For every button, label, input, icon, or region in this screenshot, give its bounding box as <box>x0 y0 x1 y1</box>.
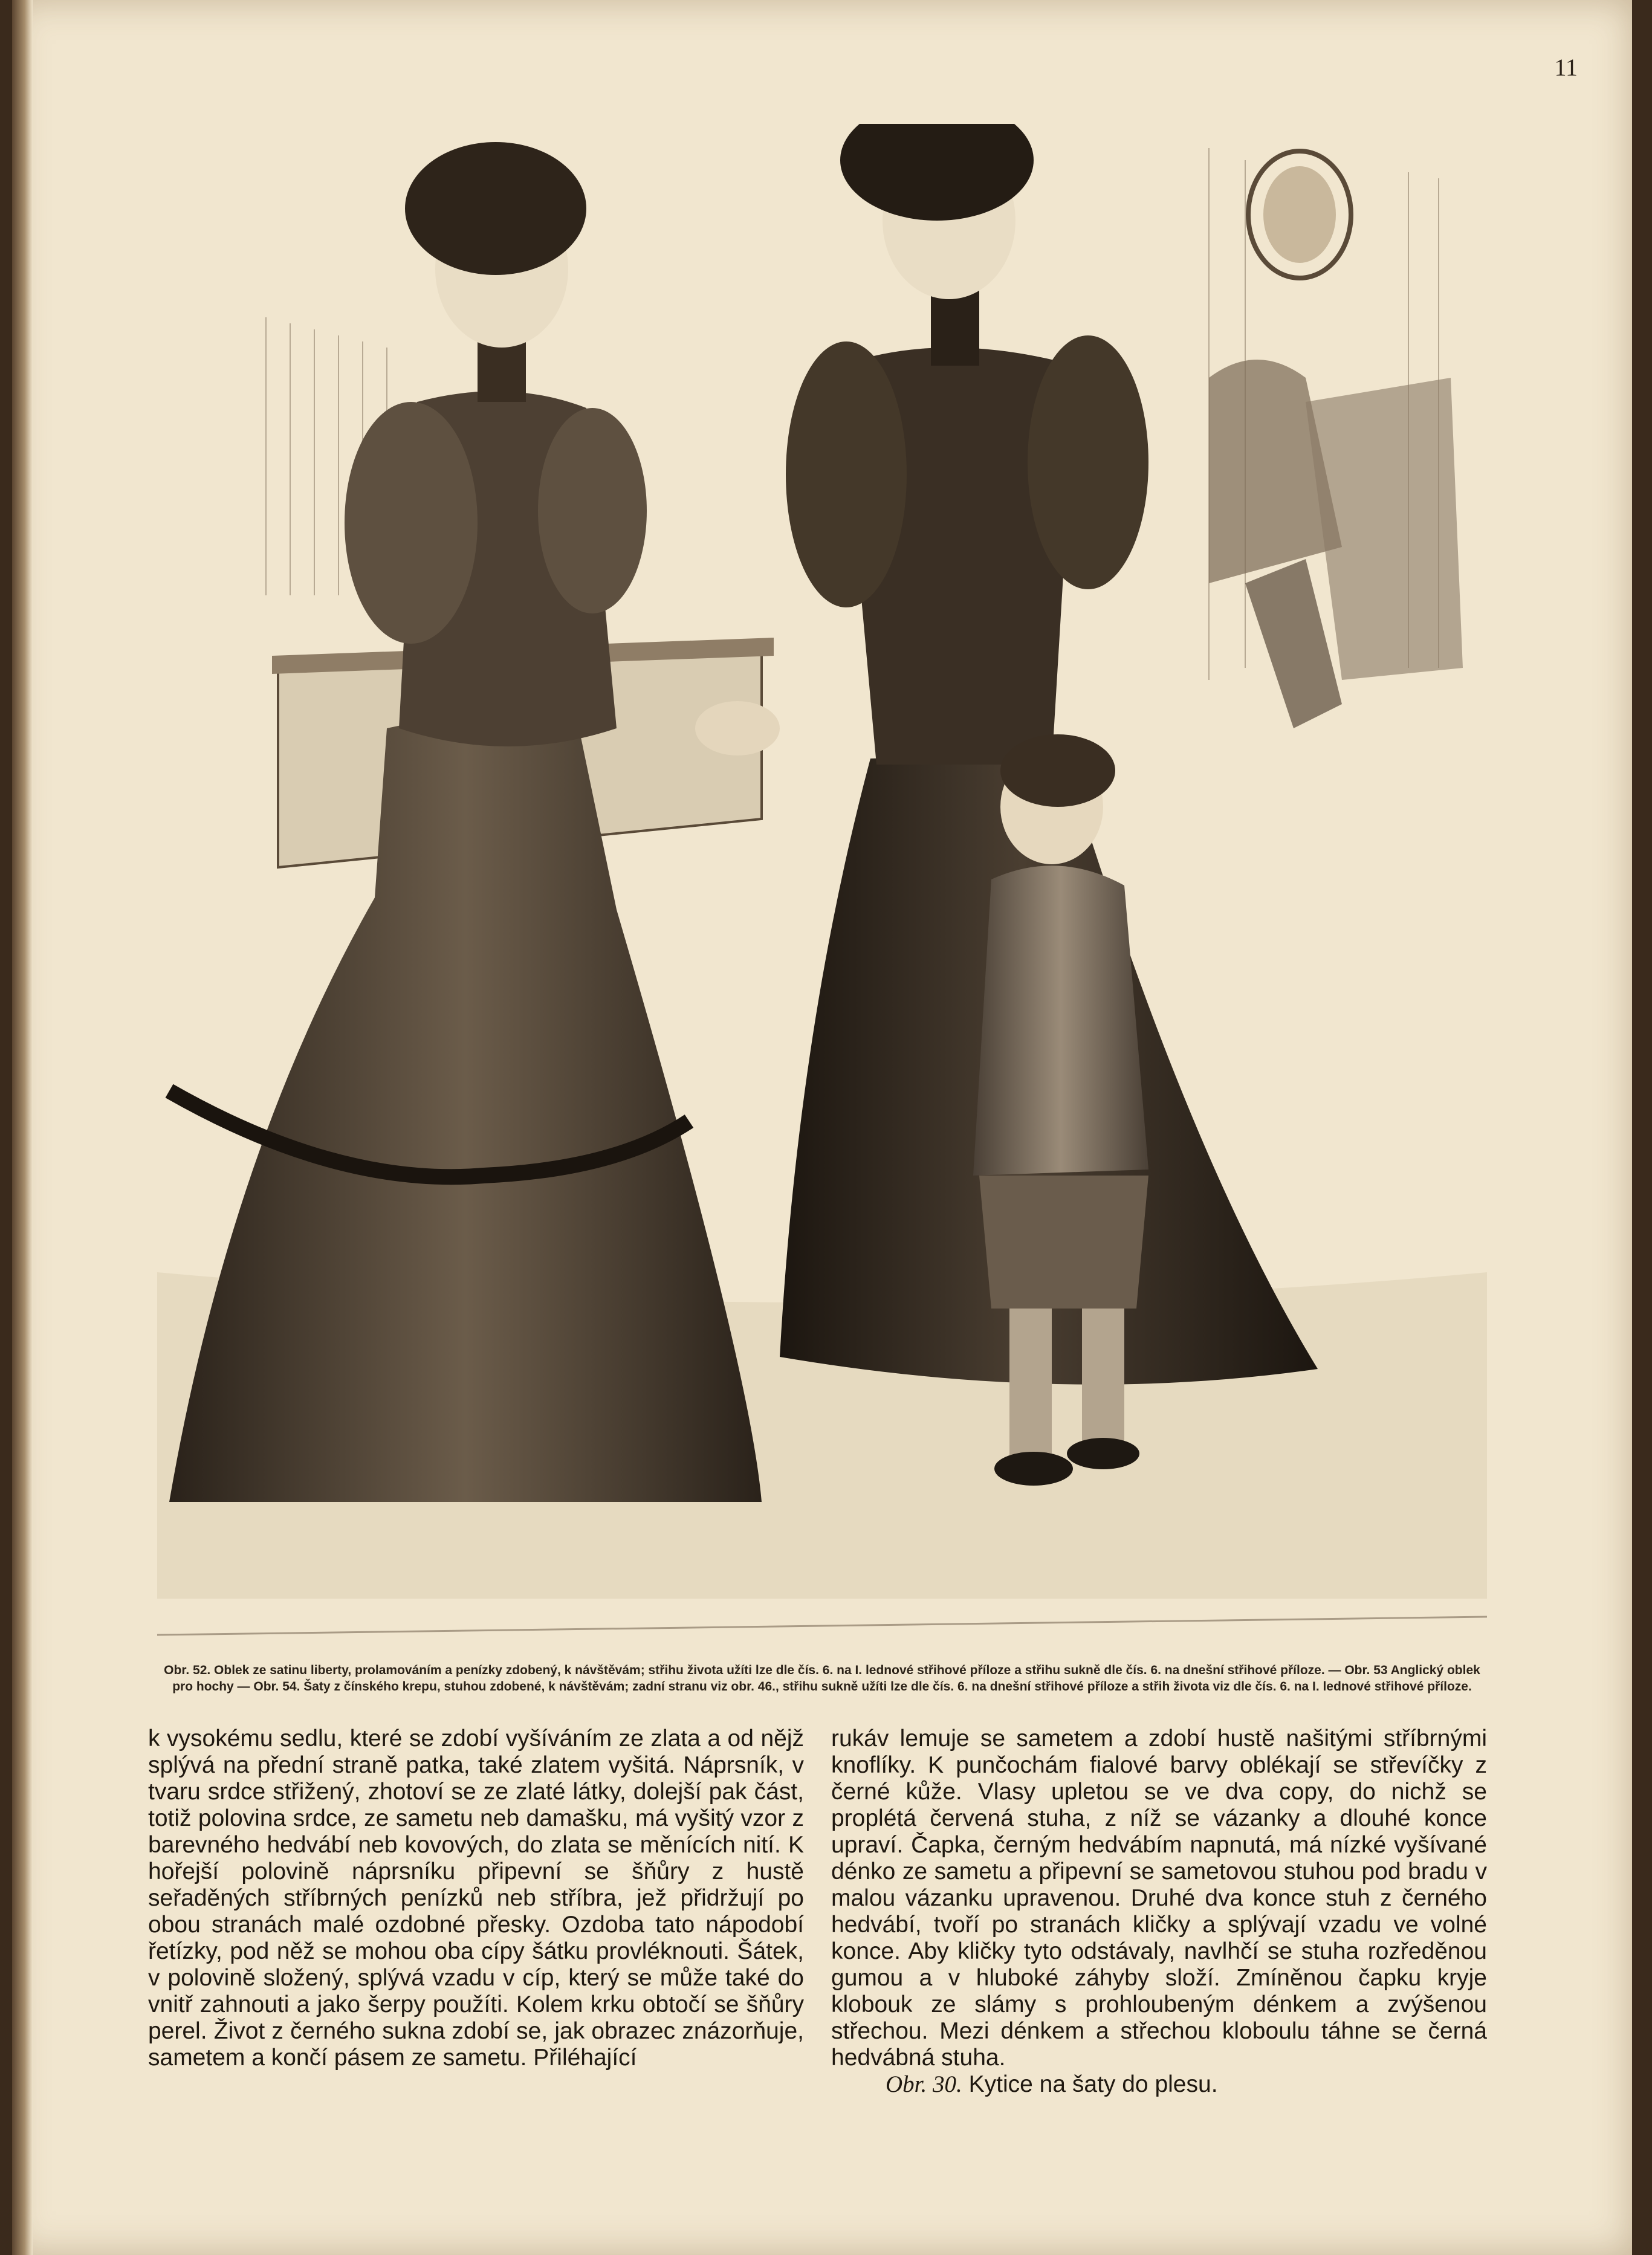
book-spine <box>12 0 33 2255</box>
text-column-right <box>831 1726 1487 2098</box>
paragraph: k vysokému sedlu, které se zdobí vyšíváním ze zlata a od nějž splývá na přední straně patka, také zlatem vyšitá. Náprsník, v tvaru srdce střižený, zhotoví se ze zlaté látky, dolejší pak část, totiž polovina srdce, ze sametu neb damašku, má vyšitý vzor z barevného hedvábí neb kovových, do zlata se měnících nití. K hořejší polovině náprsníku připevní se šňůry z hustě seřaděných stříbrných penízků neb stříbra, jež přidržují po obou stranách malé ozdobné přesky. Ozdoba tato nápodobí řetízky, pod něž se mohou oba cípy šátku provléknouti. Šátek, v polovině složený, splývá vzadu v cíp, který se může také do vnitř zahnouti a jako šerpy použíti. Kolem krku obtočí se šňůry perel. Život z černého sukna zdobí se, jak obrazec znázorňuje, sametem a končí pásem ze sametu. Přiléhající <box>148 1726 804 2071</box>
figure-text: Kytice na šaty do plesu. <box>968 2071 1218 2097</box>
figure-label: Obr. 30. <box>886 2071 962 2097</box>
text-column-left <box>148 1726 804 2071</box>
fashion-illustration <box>157 124 1487 1653</box>
figure-reference-line <box>831 2071 1487 2098</box>
paragraph: rukáv lemuje se sametem a zdobí hustě našitými stříbrnými knoflíky. K punčochám fialové barvy oblékají se střevíčky z černé kůže. Vlasy upletou se ve dva copy, do nichž se proplétá červená stuha, z níž se vázanky a dlouhé konce upraví. Čapka, černým hedvábím napnutá, má nízké vyšívané dénko ze sametu a připevní se sametovou stuhou pod bradu v malou vázanku upravenou. Druhé dva konce stuh z černého hedvábí, tvoří po stranách kličky a splývají vzadu ve volné konce. Aby kličky tyto odstávaly, navlhčí se stuha rozředěnou gumou a v hluboké záhyby složí. Zmíněnou čapku kryje klobouk ze slámy s prohloubeným dénkem a zvýšenou střechou. Mezi dénkem a střechou kloboulu táhne se černá hedvábná stuha. <box>831 1726 1487 2071</box>
page-number: 11 <box>1554 54 1578 81</box>
illustration-caption: Obr. 52. Oblek ze satinu liberty, prolamováním a penízky zdobený, k návštěvám; střihu života užíti lze dle čís. 6. na I. lednové střihové příloze a střihu sukně dle čís. 6. na dnešní střihové příloze. — Obr. 53 Anglický oblek pro hochy — Obr. 54. Šaty z čínského krepu, stuhou zdobené, k návštěvám; zadní stranu viz obr. 46., střihu sukně užíti lze dle čís. 6. na dnešní střihové příloze a střih života viz dle čís. 6. na I. lednové střihové příloze. <box>164 1663 1480 1694</box>
magazine-page <box>12 0 1632 2255</box>
